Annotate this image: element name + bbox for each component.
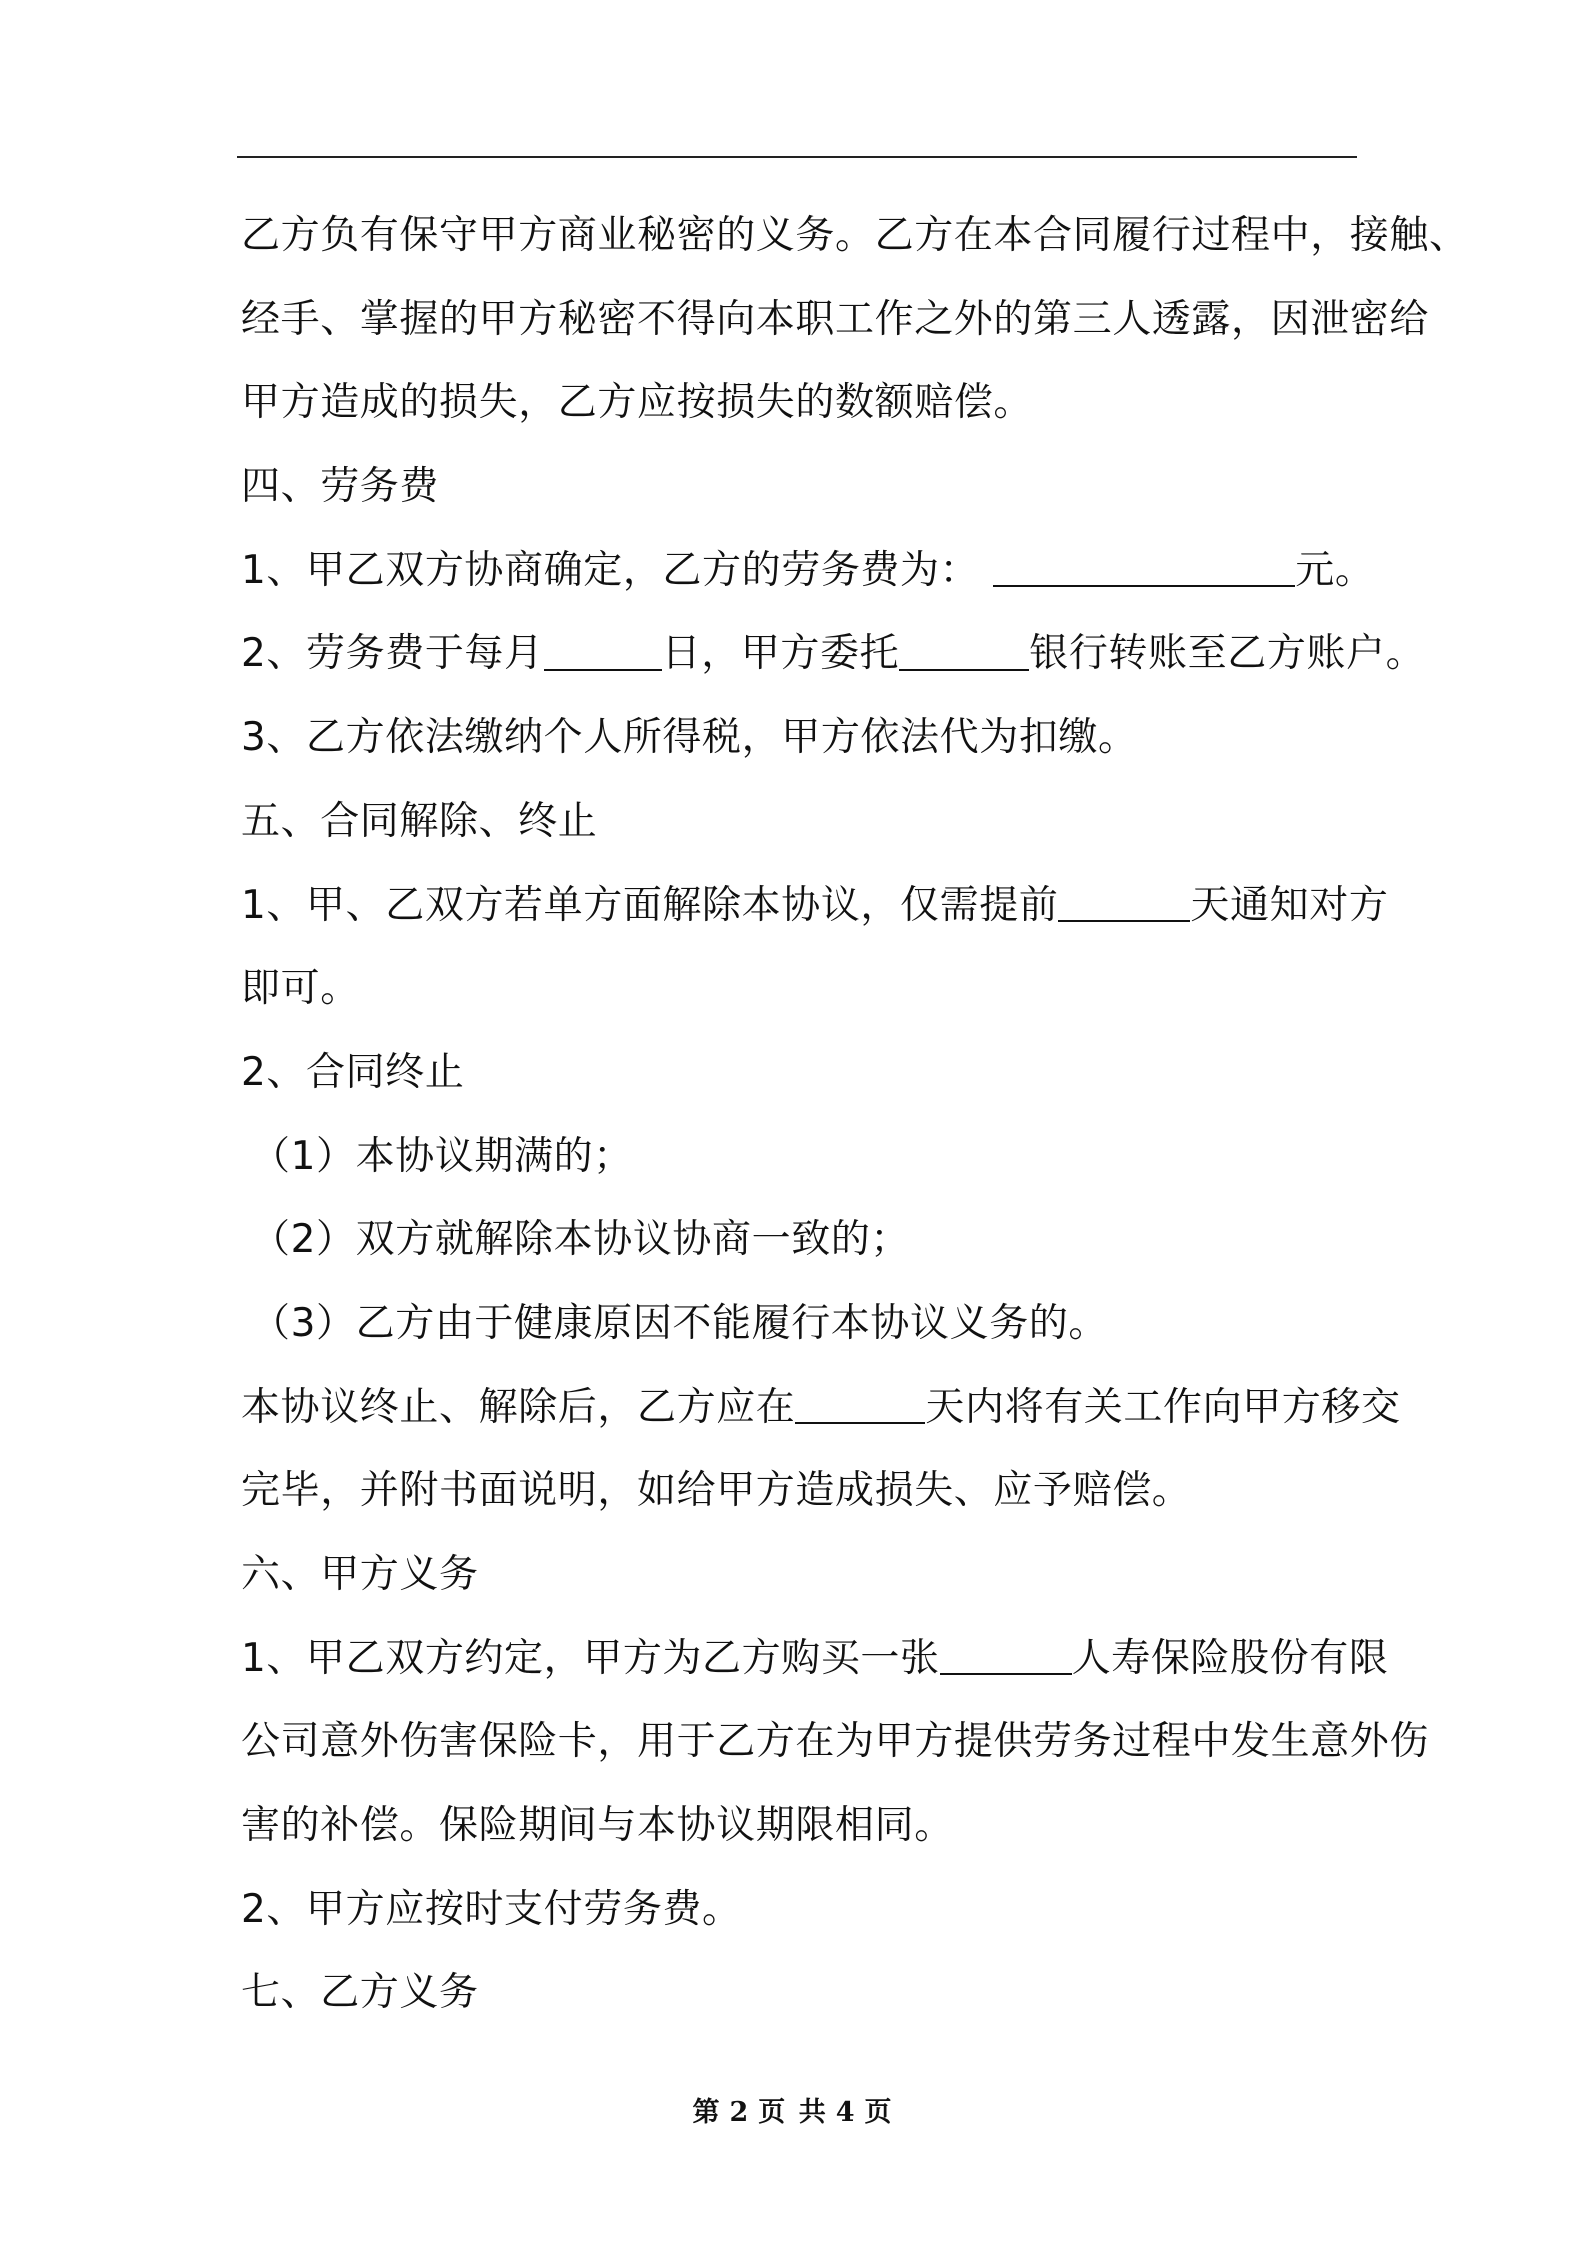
clause-handover	[241, 1366, 1401, 1450]
line-text: 1、甲乙双方约定，甲方为乙方购买一张	[241, 1635, 940, 1681]
paragraph-line	[241, 194, 1469, 278]
line-text: （2）双方就解除本协议协商一致的；	[251, 1217, 911, 1263]
line-text: 1、甲乙双方协商确定，乙方的劳务费为：	[241, 547, 980, 593]
current-page-number: 2	[729, 2097, 751, 2128]
line-text: 完毕，并附书面说明，如给甲方造成损失、应予赔偿。	[241, 1468, 1192, 1514]
paragraph-line	[241, 1784, 1361, 1868]
clause-tax	[241, 696, 1361, 780]
fill-in-blank-fee	[993, 544, 1295, 587]
fill-in-blank-handover-days	[795, 1381, 925, 1424]
line-text: 银行转账至乙方账户。	[1029, 631, 1426, 677]
heading-text: 四、劳务费	[241, 464, 440, 510]
paragraph-line	[241, 947, 1361, 1031]
line-text: 即可。	[241, 966, 360, 1012]
footer-suffix: 页	[864, 2097, 894, 2128]
document-body	[241, 194, 1469, 2035]
footer-prefix: 第	[692, 2097, 722, 2128]
sub-clause	[241, 1198, 1361, 1282]
clause-fee-amount	[241, 529, 1375, 613]
total-pages-number: 4	[835, 2097, 857, 2128]
fill-in-blank-day	[544, 628, 662, 671]
line-text: 3、乙方依法缴纳个人所得税，甲方依法代为扣缴。	[241, 715, 1138, 761]
section-heading-party-b-duties	[241, 1951, 1361, 2035]
line-text: 公司意外伤害保险卡，用于乙方在为甲方提供劳务过程中发生意外伤	[241, 1719, 1430, 1765]
sub-clause	[241, 1282, 1361, 1366]
heading-text: 六、甲方义务	[241, 1552, 479, 1597]
clause-fee-payment	[241, 612, 1426, 696]
line-text: 经手、掌握的甲方秘密不得向本职工作之外的第三人透露，因泄密给	[241, 296, 1430, 342]
paragraph-line	[241, 1449, 1361, 1533]
line-text: 2、合同终止	[241, 1049, 465, 1095]
header-rule	[237, 156, 1357, 158]
paragraph-line	[241, 361, 1361, 445]
clause-pay-on-time	[241, 1868, 1361, 1952]
paragraph-line	[241, 1700, 1430, 1784]
paragraph-line	[241, 278, 1430, 362]
section-heading-party-a-duties	[241, 1533, 1361, 1617]
line-text: 害的补偿。保险期间与本协议期限相同。	[241, 1803, 954, 1849]
line-text: 日，甲方委托	[661, 631, 900, 677]
clause-insurance	[241, 1617, 1389, 1701]
line-text: 天内将有关工作向甲方移交	[925, 1384, 1401, 1430]
line-text: 乙方负有保守甲方商业秘密的义务。乙方在本合同履行过程中，接触、	[241, 213, 1469, 258]
line-text: 2、劳务费于每月	[241, 631, 544, 677]
clause-contract-end	[241, 1031, 1361, 1115]
line-text: 本协议终止、解除后，乙方应在	[241, 1384, 796, 1430]
line-text: 1、甲、乙双方若单方面解除本协议，仅需提前	[241, 882, 1059, 928]
heading-text: 五、合同解除、终止	[241, 798, 598, 844]
fill-in-blank-bank	[899, 628, 1029, 671]
section-heading-termination	[241, 780, 1361, 864]
line-text: 人寿保险股份有限	[1071, 1635, 1389, 1681]
heading-text: 七、乙方义务	[241, 1970, 479, 2016]
line-text: （1）本协议期满的；	[251, 1133, 633, 1179]
line-text: 2、甲方应按时支付劳务费。	[241, 1886, 742, 1932]
line-text: 天通知对方	[1190, 882, 1389, 928]
sub-clause	[241, 1115, 1361, 1199]
clause-termination-notice	[241, 864, 1389, 948]
fill-in-blank-notice-days	[1058, 879, 1190, 922]
line-text: 甲方造成的损失，乙方应按损失的数额赔偿。	[241, 380, 1034, 426]
fill-in-blank-insurer	[940, 1632, 1072, 1675]
section-heading-service-fee	[241, 445, 1361, 529]
footer-middle: 页 共	[758, 2097, 828, 2128]
page-number-footer	[0, 2090, 1586, 2129]
line-text: 元。	[1295, 547, 1375, 593]
line-text: （3）乙方由于健康原因不能履行本协议义务的。	[251, 1300, 1109, 1346]
